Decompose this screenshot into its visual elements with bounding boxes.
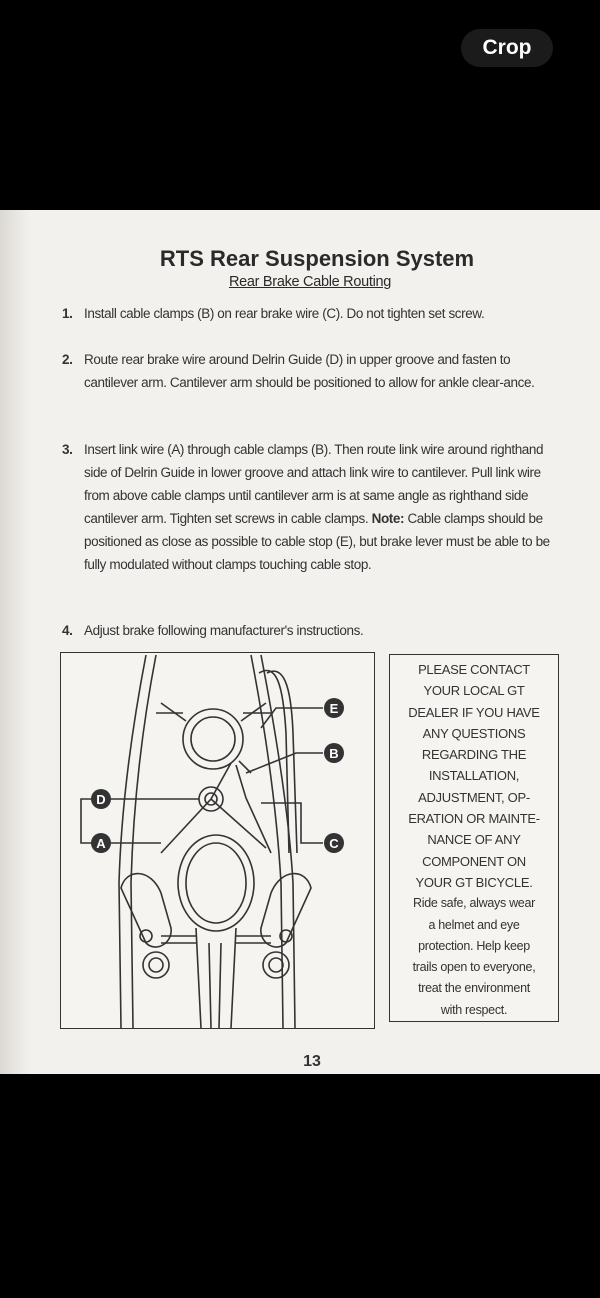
label-c-text: C (329, 836, 339, 851)
safety-line: a helmet and eye (428, 917, 520, 932)
label-a (91, 833, 111, 853)
contact-box (389, 654, 559, 1022)
label-e-text: E (329, 701, 339, 716)
step-2 (62, 348, 564, 394)
contact-line: DEALER IF YOU HAVE (408, 704, 540, 720)
label-a-text: A (96, 836, 106, 851)
step-number: 3. (62, 442, 73, 457)
brake-diagram-illustration (61, 653, 374, 1028)
contact-line: INSTALLATION, (428, 768, 520, 784)
note-label: Note: (371, 511, 405, 526)
safety-line: protection. Help keep (418, 938, 530, 953)
step-text: Route rear brake wire around Delrin Guide (D) in upper groove and fasten to cantilever arm. Cantilever arm should be positioned to allow for ankle clear-ance. (84, 352, 535, 390)
brake-diagram (60, 652, 375, 1029)
step-number: 1. (62, 306, 73, 321)
safety-line: Ride safe, always wear (413, 896, 535, 911)
label-d-text: D (96, 792, 106, 807)
label-b (324, 743, 344, 763)
step-4 (62, 619, 564, 642)
step-text: Insert link wire (A) through cable clamps (B). Then route link wire around righthand side of Delrin Guide in lower groove and attach link wire to cantilever. Pull link wire from above cable clamps until cantilever arm is at same angle as righthand side cantilever arm. Tighten set screws in cable clamps. (84, 442, 544, 526)
step-number: 4. (62, 623, 73, 638)
label-d (91, 789, 111, 809)
note-text: Cable clamps should be positioned as close as possible to cable stop (E), but brake lever must be able to be fully modulated without clamps touching cable stop. (84, 511, 550, 572)
contact-line: ERATION OR MAINTE- (408, 811, 540, 827)
step-1 (62, 302, 564, 325)
manual-page (0, 210, 600, 1074)
label-e (324, 698, 344, 718)
contact-line: YOUR LOCAL GT (423, 683, 525, 699)
page-subtitle: Rear Brake Cable Routing (228, 274, 392, 290)
safety-line: with respect. (440, 1002, 508, 1017)
contact-line: NANCE OF ANY (427, 832, 521, 848)
contact-line: PLEASE CONTACT (418, 662, 530, 677)
step-text: Adjust brake following manufacturer's instructions. (84, 623, 364, 638)
safety-line: treat the environment (418, 981, 530, 996)
contact-line: COMPONENT ON (422, 853, 526, 869)
safety-line: trails open to everyone, (412, 960, 536, 975)
step-3 (62, 438, 564, 576)
contact-line: ANY QUESTIONS (422, 725, 526, 741)
label-c (324, 833, 344, 853)
step-number: 2. (62, 352, 73, 367)
contact-line: ADJUSTMENT, OP- (418, 789, 530, 805)
page-number: 13 (303, 1053, 321, 1070)
step-text: Install cable clamps (B) on rear brake wire (C). Do not tighten set screw. (84, 306, 485, 321)
contact-line: YOUR GT BICYCLE. (415, 874, 533, 890)
page-title: RTS Rear Suspension System (159, 246, 475, 271)
label-b-text: B (329, 746, 339, 761)
contact-line: REGARDING THE (421, 747, 527, 763)
crop-button[interactable]: Crop (461, 29, 553, 67)
